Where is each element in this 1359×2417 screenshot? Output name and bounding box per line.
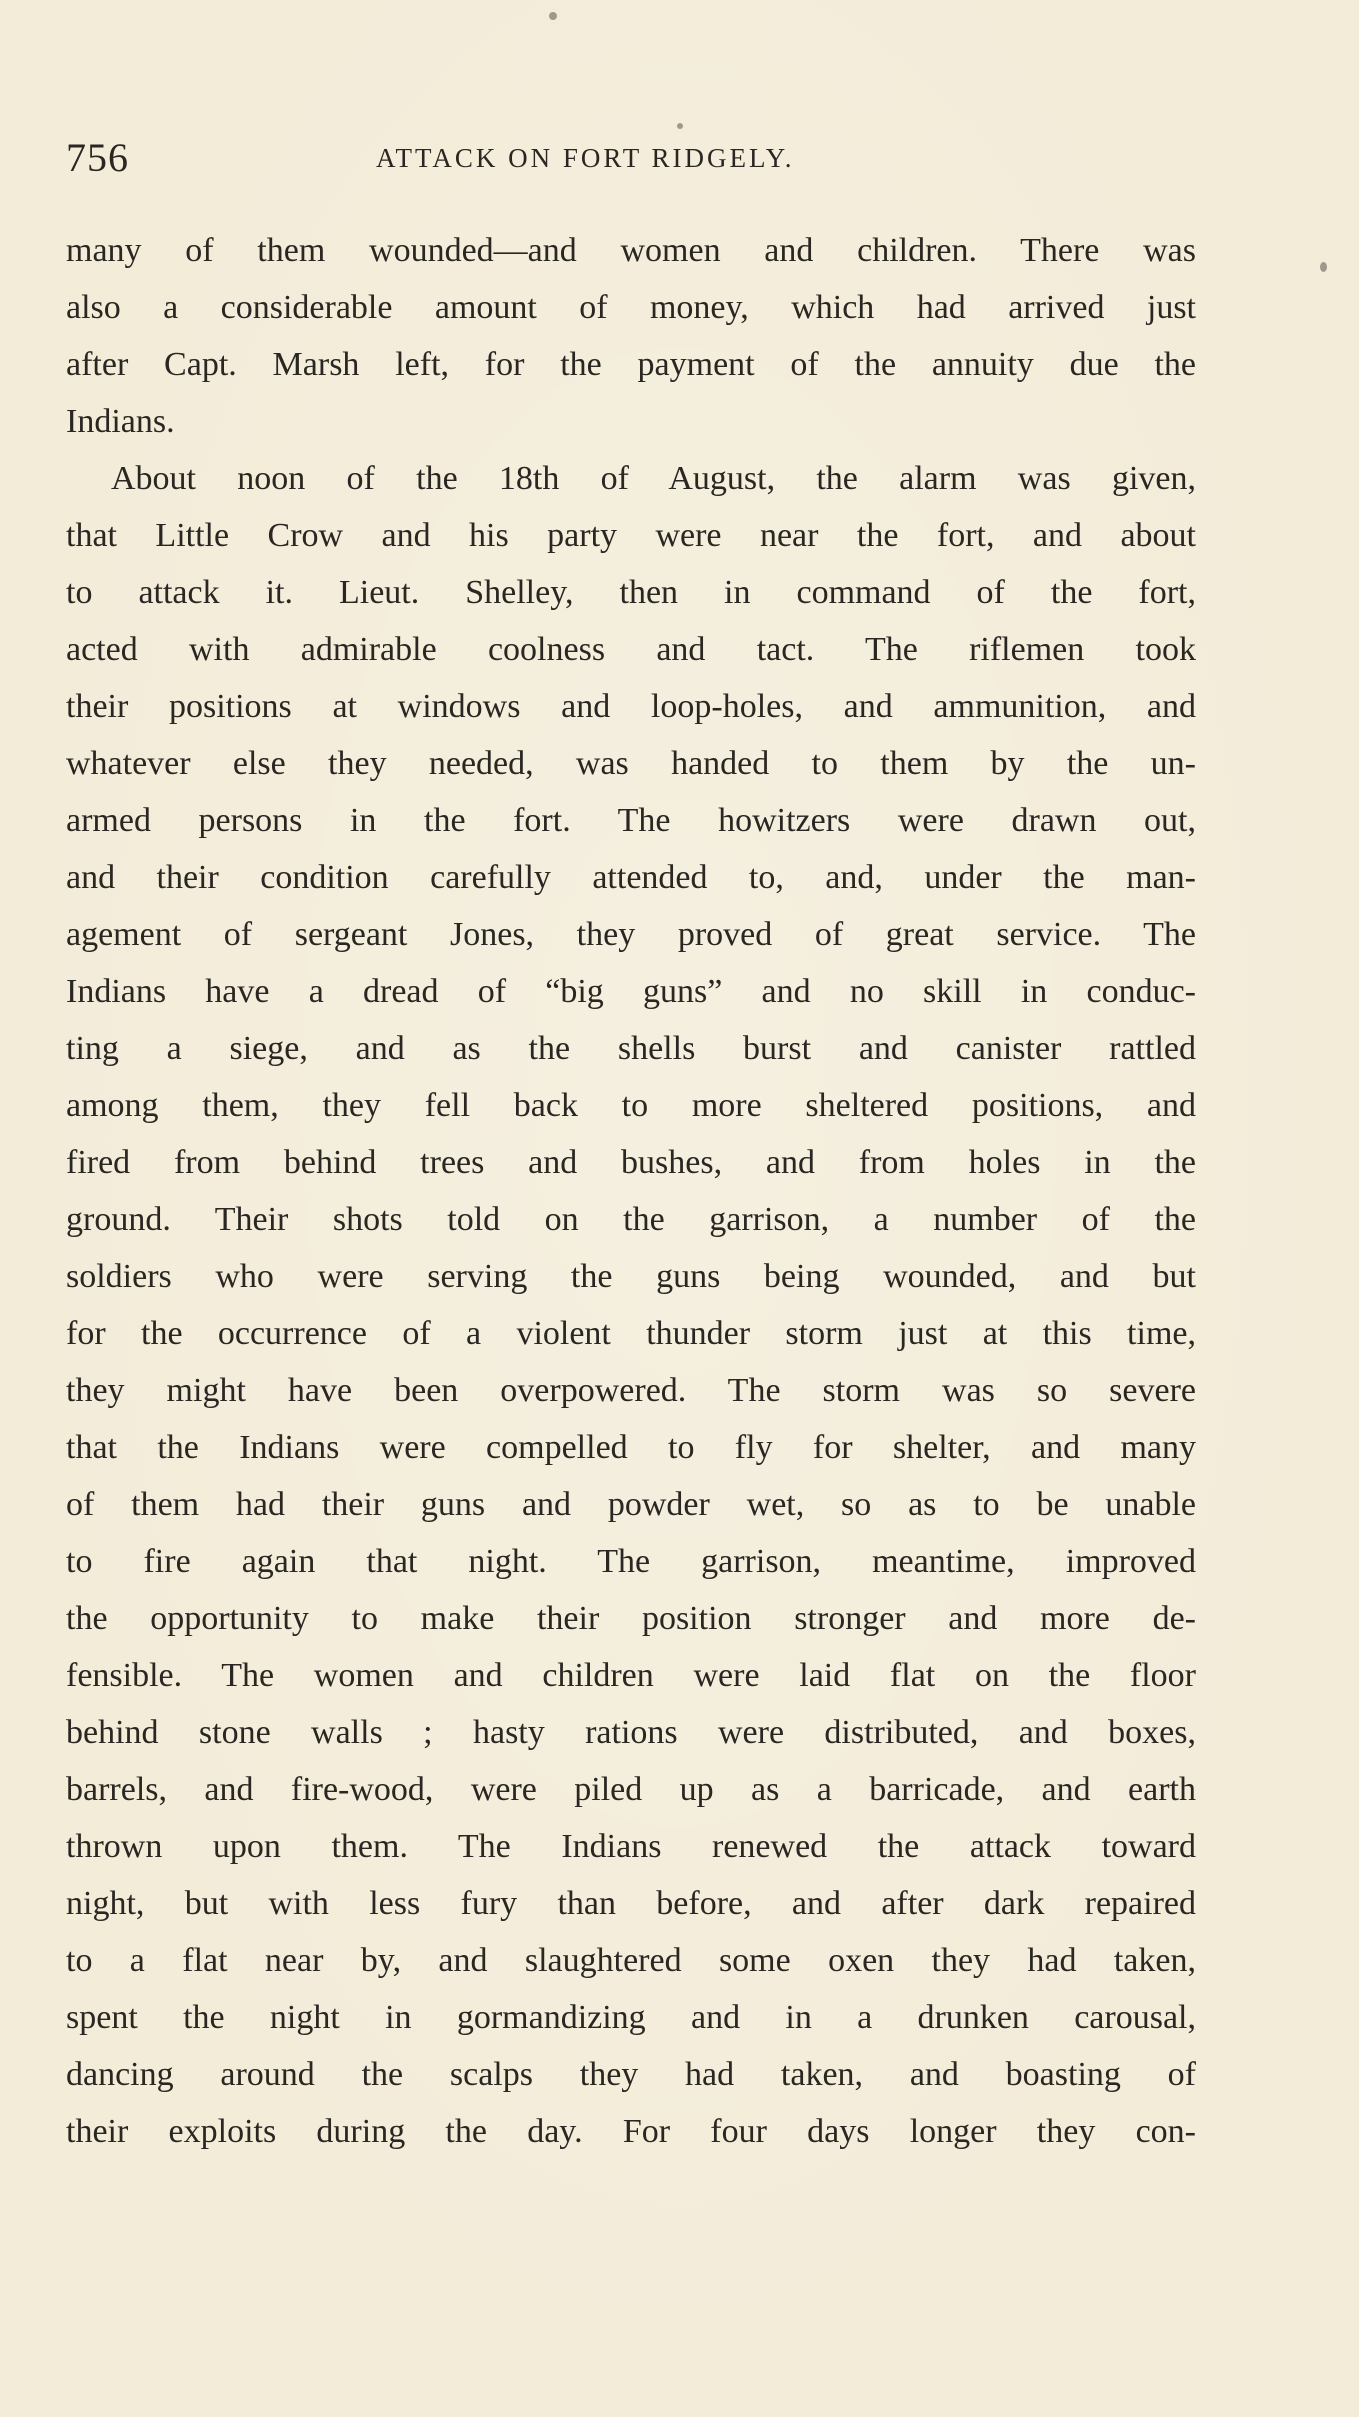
text-line: Indians. <box>66 403 175 440</box>
text-line: whatever else they needed, was handed to them by the un- <box>66 745 1196 782</box>
text-line: spent the night in gormandizing and in a drunken carousal, <box>66 1999 1196 2036</box>
running-head-title: ATTACK ON FORT RIDGELY. <box>376 143 795 173</box>
text-line: barrels, and fire-wood, were piled up as a barricade, and earth <box>66 1771 1196 1808</box>
text-line: their exploits during the day. For four days longer they con- <box>66 2113 1196 2150</box>
text-line: soldiers who were serving the guns being wounded, and but <box>66 1258 1196 1295</box>
text-line: agement of sergeant Jones, they proved of great service. The <box>66 916 1196 953</box>
body-text <box>66 222 1196 2160</box>
text-line: to attack it. Lieut. Shelley, then in command of the fort, <box>66 574 1196 611</box>
text-line: night, but with less fury than before, and after dark repaired <box>66 1885 1196 1922</box>
running-head <box>66 128 1206 188</box>
page-number: 756 <box>66 135 129 180</box>
text-line: many of them wounded—and women and children. There was <box>66 232 1196 269</box>
text-line: dancing around the scalps they had taken, and boasting of <box>66 2056 1196 2093</box>
ink-speck <box>1320 262 1327 272</box>
text-line: behind stone walls ; hasty rations were distributed, and boxes, <box>66 1714 1196 1751</box>
text-line: fensible. The women and children were laid flat on the floor <box>66 1657 1196 1694</box>
text-line: ting a siege, and as the shells burst and canister rattled <box>66 1030 1196 1067</box>
text-line: also a considerable amount of money, which had arrived just <box>66 289 1196 326</box>
text-line: the opportunity to make their position stronger and more de- <box>66 1600 1196 1637</box>
text-line: ground. Their shots told on the garrison, a number of the <box>66 1201 1196 1238</box>
text-line: acted with admirable coolness and tact. The riflemen took <box>66 631 1196 668</box>
text-line: Indians have a dread of “big guns” and no skill in conduc- <box>66 973 1196 1010</box>
text-line: thrown upon them. The Indians renewed the attack toward <box>66 1828 1196 1865</box>
text-line: they might have been overpowered. The storm was so severe <box>66 1372 1196 1409</box>
text-line: among them, they fell back to more sheltered positions, and <box>66 1087 1196 1124</box>
text-line: their positions at windows and loop-holes, and ammunition, and <box>66 688 1196 725</box>
text-line: About noon of the 18th of August, the alarm was given, <box>111 460 1196 497</box>
text-line: to a flat near by, and slaughtered some oxen they had taken, <box>66 1942 1196 1979</box>
text-line: armed persons in the fort. The howitzers were drawn out, <box>66 802 1196 839</box>
ink-speck <box>549 12 557 20</box>
text-line: for the occurrence of a violent thunder storm just at this time, <box>66 1315 1196 1352</box>
text-line: fired from behind trees and bushes, and from holes in the <box>66 1144 1196 1181</box>
text-line: and their condition carefully attended to, and, under the man- <box>66 859 1196 896</box>
text-line: that the Indians were compelled to fly for shelter, and many <box>66 1429 1196 1466</box>
text-line: after Capt. Marsh left, for the payment of the annuity due the <box>66 346 1196 383</box>
text-line: of them had their guns and powder wet, so as to be unable <box>66 1486 1196 1523</box>
text-line: to fire again that night. The garrison, meantime, improved <box>66 1543 1196 1580</box>
text-line: that Little Crow and his party were near the fort, and about <box>66 517 1196 554</box>
